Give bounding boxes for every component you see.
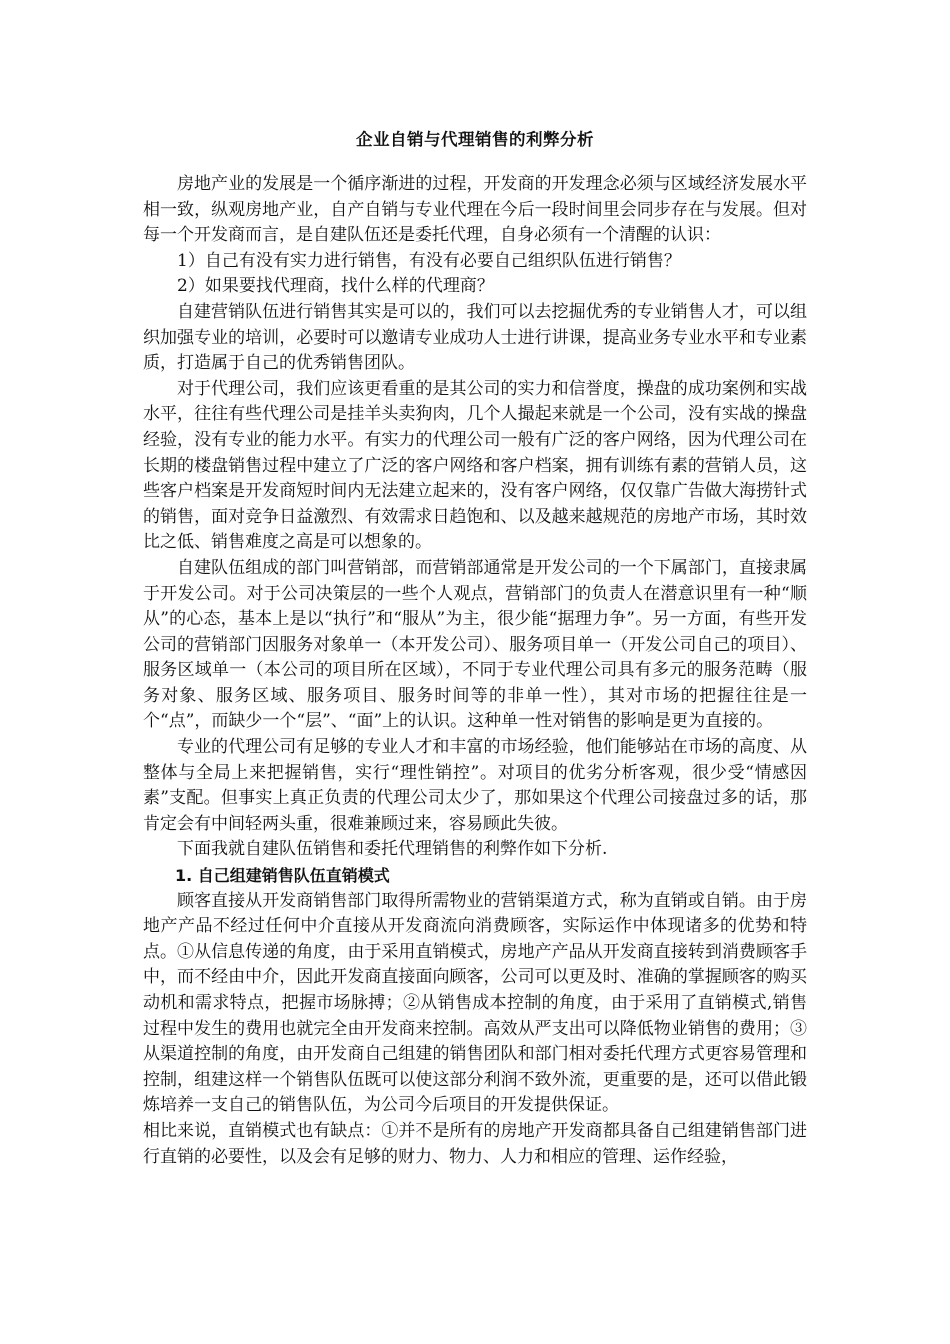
paragraph-question-1: 1）自己有没有实力进行销售，有没有必要自己组织队伍进行销售？ xyxy=(177,250,681,271)
paragraph-question-2: 2）如果要找代理商，找什么样的代理商？ xyxy=(177,276,494,297)
paragraph-analysis-intro: 下面我就自建队伍销售和委托代理销售的利弊作如下分析. xyxy=(177,839,608,860)
paragraph-agency-strength: 对于代理公司，我们应该更看重的是其公司的实力和信誉度，操盘的成功案例和实战水平，往往有些代理公司是挂羊头卖狗肉，几个人撮起来就是一个公司，没有实战的操盘经验，没有专业的能力水平。有实力的代理公司一般有广泛的客户网络，因为代理公司在长期的楼盘销售过程中建立了广泛的客户网络和客户档案，拥有训练有素的营销人员，这些客户档案是开发商短时间内无法建立起来的，没有客户网络，仅仅靠广告做大海捞针式的销售，面对竞争日益激烈、有效需求日趋饱和、以及越来越规范的房地产市场，其时效比之低、销售难度之高是可以想象的。 xyxy=(143,378,807,553)
paragraph-intro: 房地产业的发展是一个循序渐进的过程，开发商的开发理念必须与区域经济发展水平相一致，纵观房地产业，自产自销与专业代理在今后一段时间里会同步存在与发展。但对每一个开发商而言，是自建队伍还是委托代理，自身必须有一个清醒的认识： xyxy=(143,174,807,246)
document-body xyxy=(143,172,807,1170)
document-title: 企业自销与代理销售的利弊分析 xyxy=(356,130,594,149)
paragraph-professional-agency: 专业的代理公司有足够的专业人才和丰富的市场经验，他们能够站在市场的高度、从整体与全局上来把握销售，实行“理性销控”。对项目的优劣分析客观，很少受“情感因素”支配。但事实上真正负责的代理公司太少了，那如果这个代理公司接盘过多的话，那肯定会有中间轻两头重，很难兼顾过来，容易顾此失彼。 xyxy=(143,737,807,834)
paragraph-direct-sales-drawbacks: 相比来说，直销模式也有缺点：①并不是所有的房地产开发商都具备自己组建销售部门进行直销的必要性，以及会有足够的财力、物力、人力和相应的管理、运作经验， xyxy=(143,1120,807,1167)
paragraph-self-built-team: 自建营销队伍进行销售其实是可以的，我们可以去挖掘优秀的专业销售人才，可以组织加强专业的培训，必要时可以邀请专业成功人士进行讲课，提高业务专业水平和专业素质，打造属于自己的优秀销售团队。 xyxy=(143,301,807,374)
paragraph-marketing-department: 自建队伍组成的部门叫营销部，而营销部通常是开发公司的一个下属部门，直接隶属于开发公司。对于公司决策层的一些个人观点，营销部门的负责人在潜意识里有一种“顺从”的心态，基本上是以“执行”和“服从”为主，很少能“据理力争”。另一方面，有些开发公司的营销部门因服务对象单一（本开发公司）、服务项目单一（开发公司自己的项目）、服务区域单一（本公司的项目所在区域），不同于专业代理公司具有多元的服务范畴（服务对象、服务区域、服务项目、服务时间等的非单一性），其对市场的把握往往是一个“点”，而缺少一个“层”、“面”上的认识。这种单一性对销售的影响是更为直接的。 xyxy=(143,557,807,732)
section-heading: 1. 自己组建销售队伍直销模式 xyxy=(175,866,390,886)
paragraph-direct-sales: 顾客直接从开发商销售部门取得所需物业的营销渠道方式，称为直销或自销。由于房地产产品不经过任何中介直接从开发商流向消费顾客，实际运作中体现诸多的优势和特点。①从信息传递的角度，由于采用直销模式，房地产产品从开发商直接转到消费顾客手中，而不经由中介，因此开发商直接面向顾客，公司可以更及时、准确的掌握顾客的购买动机和需求特点，把握市场脉搏；②从销售成本控制的角度，由于采用了直销模式,销售过程中发生的费用也就完全由开发商来控制。高效从严支出可以降低物业销售的费用；③从渠道控制的角度，由开发商自己组建的销售团队和部门相对委托代理方式更容易管理和控制，组建这样一个销售队伍既可以使这部分利润不致外流，更重要的是，还可以借此锻炼培养一支自己的销售队伍，为公司今后项目的开发提供保证。 xyxy=(143,890,807,1116)
